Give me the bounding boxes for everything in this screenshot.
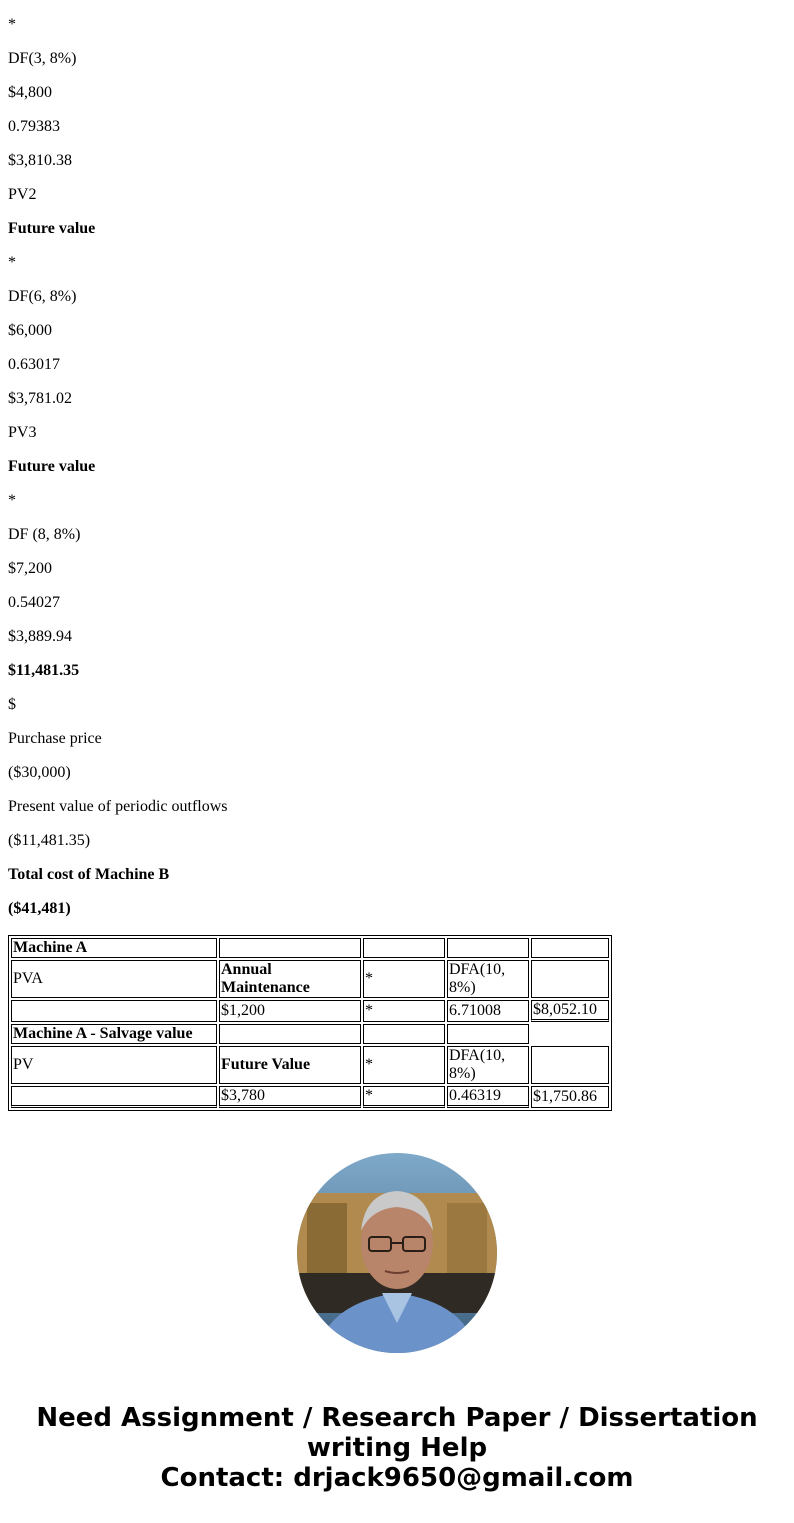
text-line: * bbox=[8, 16, 16, 33]
table-cell bbox=[219, 938, 361, 958]
text-line: Future value bbox=[8, 220, 96, 237]
table-cell bbox=[531, 1024, 609, 1044]
table-cell: PVA bbox=[11, 960, 217, 998]
table-cell: Machine A - Salvage value bbox=[11, 1024, 217, 1044]
table-cell: 0.46319 bbox=[447, 1086, 529, 1108]
table-cell bbox=[447, 1024, 529, 1044]
machine-a-calculation-table bbox=[8, 935, 612, 1111]
table-cell: $8,052.10 bbox=[531, 1000, 609, 1022]
text-line: $ bbox=[8, 696, 16, 713]
text-line: ($30,000) bbox=[8, 764, 71, 781]
table-cell bbox=[447, 938, 529, 958]
table-cell bbox=[531, 1046, 609, 1084]
table-row bbox=[11, 1000, 609, 1022]
table-row bbox=[11, 938, 609, 958]
text-line: 0.54027 bbox=[8, 594, 60, 611]
text-line: $4,800 bbox=[8, 84, 52, 101]
table-cell: $1,750.86 bbox=[531, 1086, 609, 1108]
table-cell: $1,200 bbox=[219, 1000, 361, 1022]
text-line: $6,000 bbox=[8, 322, 52, 339]
text-line: $3,889.94 bbox=[8, 628, 72, 645]
table-cell bbox=[11, 1086, 217, 1108]
table-cell bbox=[219, 1024, 361, 1044]
table-row bbox=[11, 1086, 609, 1108]
promo-banner bbox=[0, 1403, 794, 1493]
contact-email: Contact: drjack9650@gmail.com bbox=[160, 1463, 634, 1493]
text-line: * bbox=[8, 492, 16, 509]
text-line: $3,781.02 bbox=[8, 390, 72, 407]
text-line: * bbox=[8, 254, 16, 271]
text-line: PV2 bbox=[8, 186, 37, 203]
table-cell: DFA(10, 8%) bbox=[447, 1046, 529, 1084]
table-cell bbox=[11, 1000, 217, 1022]
table-cell: 6.71008 bbox=[447, 1000, 529, 1022]
text-line: $11,481.35 bbox=[8, 662, 80, 679]
text-line: DF (8, 8%) bbox=[8, 526, 81, 543]
table-cell: * bbox=[363, 1086, 445, 1108]
table-cell bbox=[531, 960, 609, 998]
table-cell: * bbox=[363, 1046, 445, 1084]
text-line: ($41,481) bbox=[8, 900, 71, 917]
text-line: Present value of periodic outflows bbox=[8, 798, 228, 815]
text-line: $7,200 bbox=[8, 560, 52, 577]
text-line: DF(6, 8%) bbox=[8, 288, 77, 305]
author-avatar bbox=[297, 1153, 497, 1353]
table-cell: * bbox=[363, 960, 445, 998]
table-cell: Machine A bbox=[11, 938, 217, 958]
author-photo bbox=[297, 1153, 497, 1353]
text-line: Total cost of Machine B bbox=[8, 866, 170, 883]
table-cell bbox=[531, 938, 609, 958]
table-row bbox=[11, 1046, 609, 1084]
text-line: 0.63017 bbox=[8, 356, 60, 373]
text-line: $3,810.38 bbox=[8, 152, 72, 169]
promo-headline: Need Assignment / Research Paper / Dissertation writing Help bbox=[36, 1403, 758, 1463]
table-row bbox=[11, 1024, 609, 1044]
text-line: ($11,481.35) bbox=[8, 832, 91, 849]
table-cell bbox=[363, 1024, 445, 1044]
text-line: DF(3, 8%) bbox=[8, 50, 77, 67]
text-line: Future value bbox=[8, 458, 96, 475]
table-cell bbox=[363, 938, 445, 958]
table-cell: DFA(10, 8%) bbox=[447, 960, 529, 998]
table-cell: * bbox=[363, 1000, 445, 1022]
text-line: 0.79383 bbox=[8, 118, 60, 135]
table-cell: Future Value bbox=[219, 1046, 361, 1084]
document-body bbox=[8, 0, 786, 918]
text-line: PV3 bbox=[8, 424, 37, 441]
table-cell: PV bbox=[11, 1046, 217, 1084]
table-row bbox=[11, 960, 609, 998]
table-cell: $3,780 bbox=[219, 1086, 361, 1108]
text-line: Purchase price bbox=[8, 730, 102, 747]
table-cell: Annual Maintenance bbox=[219, 960, 361, 998]
